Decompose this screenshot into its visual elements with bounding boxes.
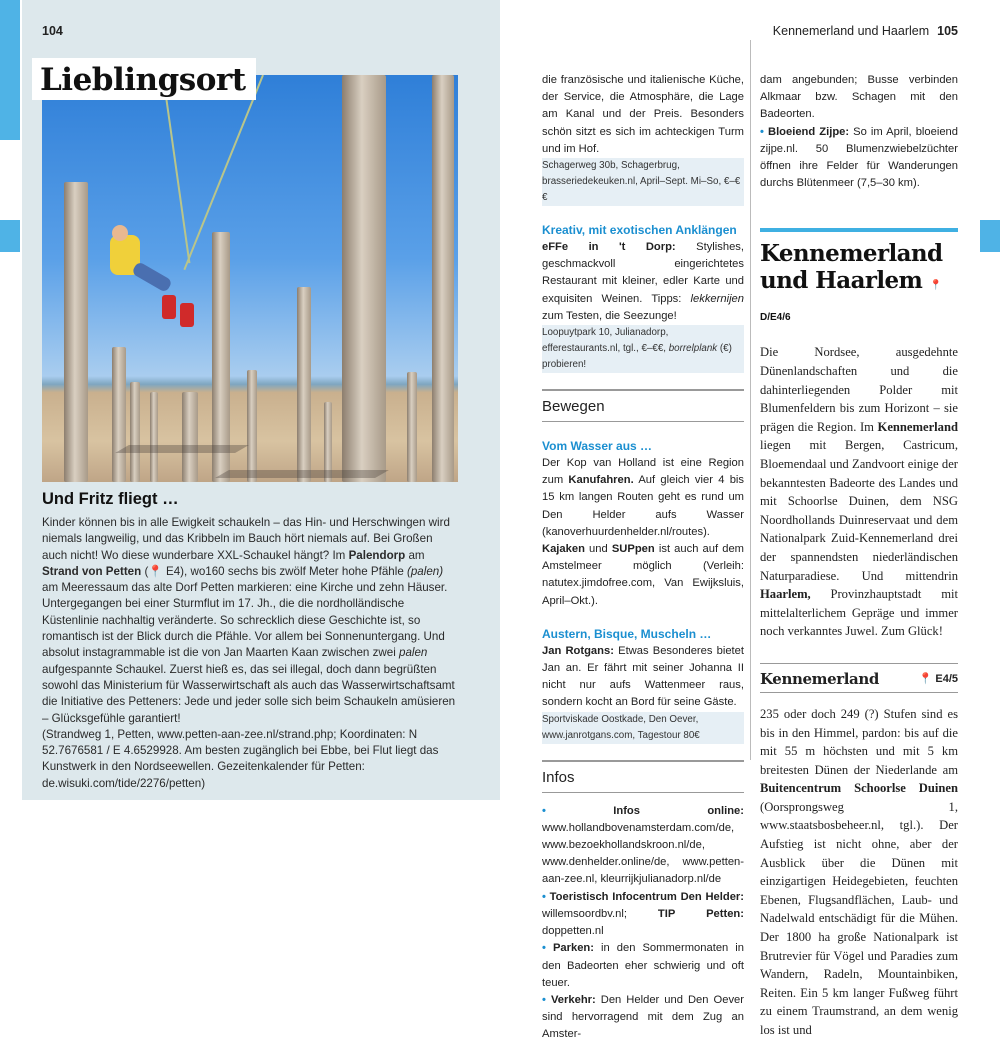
- bullet-icon: •: [760, 125, 768, 138]
- info-bullet: [760, 72, 958, 124]
- story-title: Und Fritz fliegt …: [42, 490, 179, 508]
- text-segment: dam angebunden; Busse verbinden Alkmaar bzw. Schagen mit den Badeorten.: [760, 74, 958, 121]
- text-segment: So im April, bloeiend zijpe.nl. 50 Blumenzwiebelzüchter öffnen ihre Felder für Wanderungen durchs Blütenmeer (7,5–30 km).: [760, 125, 959, 190]
- text-segment: Vom Wasser aus …: [542, 439, 653, 454]
- text-segment: Infos online:: [613, 804, 744, 817]
- running-head: [773, 24, 958, 38]
- text-segment: am Meeressaum das alte Dorf Petten markieren: eine Kirche und zehn Häuser. Untergegangen bei einer Sturmflut im 17. Jh., die die nordholländische Küstenlinie nachhaltig veränderte. So schrecklich diese Geschichte ist, so romantisch ist der Blick durch die Pfähle. Vor allem bei Sonnenuntergang. Und absolut instagrammable ist die von Jan Maarten Kaan zwischen zwei: [42, 581, 448, 660]
- right-column: [760, 72, 958, 1040]
- chapter-title-line: und Haarlem: [760, 267, 923, 295]
- text-segment: E4), wo160 sechs bis zwölf Meter hohe Pfähle: [162, 564, 407, 578]
- text-segment: Schagerweg 30b, Schagerbrug, brasseriedekeuken.nl, April–Sept. Mi–So, €–€€: [542, 160, 741, 204]
- text-segment: Die Nordsee, ausgedehnte Dünenlandschaften und die dahinterliegenden Polder mit Blumenfeldern bis zum Horizont – sie prägen die Region. Im: [760, 345, 958, 434]
- text-segment: Der Kop van Holland ist eine Region zum: [542, 457, 744, 487]
- text-segment: doppetten.nl: [542, 925, 604, 938]
- text-segment: ist auch auf dem Amstelmeer möglich (Verleih: natutex.jimdofree.com, Van Ewijksluis, April–Okt.).: [542, 543, 744, 607]
- section-title: Kennemerland: [760, 669, 879, 688]
- text-segment: Kennemerland: [877, 419, 958, 434]
- text-segment: Auf gleich vier 4 bis 15 km langen Routen geht es rund um Den Helder aufs Wasser (kanoverhuurdenhelder.nl/routes).: [542, 474, 744, 538]
- subheading: [542, 626, 744, 643]
- info-bullet: [542, 803, 744, 889]
- text-segment: Kajaken: [542, 543, 585, 556]
- text-segment: Buitencentrum Schoorlse Duinen: [760, 781, 958, 796]
- text-segment: (Strandweg 1, Petten, www.petten-aan-zee.nl/strand.php; Koordinaten: N 52.7676581 / E 4.6529928. Am besten zugänglich bei Ebbe, bei Flut liegt das Kunstwerk in den Nordseewellen. Gezeitenkalender für Petten: de.wisuki.com/tide/2276/petten): [42, 727, 439, 790]
- text-segment: Verkehr:: [550, 993, 596, 1006]
- text-segment: SUPpen: [611, 543, 655, 556]
- map-pin-icon: 📍: [929, 280, 943, 292]
- text-segment: Haarlem,: [760, 587, 811, 602]
- text-segment: Palendorp: [348, 548, 406, 562]
- text-segment: 235 oder doch 249 (?) Stufen sind es bis in den Himmel, pardon: bis auf die mit 55 m höchsten und mit 5 km breitesten Dünen der Niederlande am: [760, 706, 958, 777]
- paragraph: [542, 72, 744, 158]
- info-bullet: [760, 124, 958, 193]
- text-segment: Kanufahren.: [568, 474, 634, 487]
- bullet-icon: •: [542, 993, 551, 1006]
- address-line: [542, 158, 744, 206]
- text-segment: www.hollandbovenamsterdam.com/de, www.bezoekhollandskroon.nl/de, www.denhelder.online/de, www.petten-aan-zee.nl, kleurrijkjulianadorp.nl/de: [542, 821, 744, 886]
- address-line: [542, 325, 744, 373]
- text-segment: borrelplank: [668, 343, 718, 355]
- subheading: [542, 438, 744, 455]
- text-segment: Sportviskade Oostkade, Den Oever, www.janrotgans.com, Tagestour 80€: [542, 713, 700, 741]
- text-segment: Infos: [542, 768, 575, 786]
- subheading: [542, 222, 744, 239]
- address-line: [542, 712, 744, 744]
- chapter-rule: [760, 228, 958, 232]
- text-segment: Bloeiend Zijpe:: [767, 125, 850, 138]
- chapter-tab: [0, 0, 20, 140]
- text-segment: zum Testen, die Seezunge!: [542, 309, 677, 322]
- page-number-right: 105: [937, 24, 958, 38]
- text-segment: Parken:: [552, 942, 594, 955]
- info-bullet: [542, 889, 744, 941]
- page-number-left: 104: [42, 24, 63, 38]
- chapter-intro: [760, 343, 958, 641]
- column-divider: [750, 40, 751, 760]
- text-segment: (: [141, 564, 149, 578]
- text-segment: lekkernijen: [690, 292, 744, 305]
- bullet-icon: •: [542, 890, 550, 903]
- info-bullet: [542, 992, 744, 1044]
- running-head-title: Kennemerland und Haarlem: [772, 24, 930, 38]
- text-segment: Bewegen: [542, 398, 605, 416]
- bullet-icon: •: [542, 804, 614, 817]
- text-segment: Etwas Besonderes bietet Jan an. Er fährt mit seiner Johanna II nicht nur aufs Wattenmeer raus, sondern kocht an Bord für seine Gäste.: [542, 644, 744, 709]
- text-segment: Jan Rotgans:: [542, 644, 614, 657]
- text-segment: (palen): [407, 564, 444, 578]
- text-segment: palen: [399, 646, 428, 660]
- middle-column: [542, 72, 744, 1044]
- section-header: [542, 760, 744, 793]
- text-segment: Stylishes, geschmackvoll eingerichtetes Restaurant mit kleiner, edler Karte und exquisiten Weinen. Tipps:: [542, 241, 745, 305]
- section-text: [760, 705, 958, 1040]
- paragraph: [542, 455, 744, 610]
- chapter-map-ref: D/E4/6: [760, 312, 791, 324]
- photo-swing-petten: [42, 75, 458, 482]
- map-pin-icon: 📍: [918, 673, 933, 686]
- story-text: [42, 515, 460, 792]
- section-header: [542, 389, 744, 422]
- text-segment: (€) probieren!: [542, 343, 732, 371]
- chapter-tab: [980, 220, 1000, 252]
- text-segment: liegen mit Bergen, Castricum, Bloemendaal und Zandvoort einige der bekanntesten Badeorte des Landes und mit Schoorlse Duinen, dem NSG Noordhollands Duinreservaat und dem Nationalpark Zuid-Kennemerland drei der spannendsten niederländischen Naturparadiese. Und mittendrin: [760, 438, 958, 583]
- section-header: [760, 663, 958, 693]
- text-segment: Kinder können bis in alle Ewigkeit schaukeln – das Hin- und Herschwingen wird niemals langweilig, und das Kribbeln im Bauch hört niemals auf. Bei Großen auch nicht! Wo diese wunderbare XXL-Schaukel hängt? Im: [42, 516, 450, 562]
- text-segment: die französische und italienische Küche, der Service, die Atmosphäre, die Lage am Kanal und der Preis. Besonders schön sitzt es sich im achteckigen Turm und im Hof.: [542, 74, 744, 155]
- story-box: [42, 490, 460, 792]
- text-segment: aufgespannte Schaukel. Zuerst hieß es, das sei illegal, doch dann begrüßten sowohl das Ministerium für Wasserwirtschaft als auch das Wasserwirtschaftsamt die Initiative des Petteners: Jede und jeder solle sich beim Schaukeln amüsieren – Glücksgefühle garantiert!: [42, 662, 456, 725]
- text-segment: Kreativ, mit exotischen Anklängen: [542, 223, 737, 238]
- chapter-title: [760, 240, 958, 331]
- text-segment: eFFe in 't Dorp:: [542, 241, 676, 254]
- paragraph: [542, 643, 744, 712]
- bullet-icon: •: [542, 942, 553, 955]
- text-segment: Provinzhauptstadt mit mittelalterlichem Gepräge und immer noch verkanntes Juwel. Zum Glück!: [760, 587, 958, 639]
- text-segment: am: [405, 548, 425, 562]
- info-bullet: [542, 940, 744, 992]
- text-segment: und: [584, 543, 612, 556]
- text-segment: (Oorsprongsweg 1, www.staatsbosbeheer.nl, tgl.). Der Aufstieg ist nicht ohne, aber der Ausblick über die Dünen mit einzigartigen Heidegebieten, feuchten Ebenen, Flugsandflächen, Laub- und Nadelwald entschädigt für die Mühen. Der 1800 ha große Nationalpark ist Brutrevier für Vögel und Paradies zum Wandern, Radeln, Mountainbiken, Reiten. Ein 5 km langer Fußweg führt zu einem Traumstrand, an dem wenig los ist und: [760, 799, 958, 1038]
- text-segment: Den Helder und Den Oever sind hervorragend mit dem Zug an Amster-: [542, 993, 744, 1041]
- text-segment: Loopuytpark 10, Julianadorp, efferestaurants.nl, tgl., €–€€,: [542, 327, 669, 355]
- feature-title: Lieblingsort: [32, 58, 256, 100]
- text-segment: Strand von Petten: [42, 564, 142, 578]
- text-segment: TIP Petten:: [657, 907, 744, 920]
- text-segment: willemsoordbv.nl;: [542, 907, 658, 920]
- chapter-tab: [0, 220, 20, 252]
- text-segment: in den Sommermonaten in den Badeorten eher schwierig und oft teuer.: [542, 942, 744, 989]
- paragraph: [542, 239, 744, 325]
- chapter-title-line: Kennemerland: [760, 240, 943, 268]
- text-segment: Toeristisch Infocentrum Den Helder:: [549, 890, 745, 903]
- text-segment: Austern, Bisque, Muscheln …: [542, 626, 712, 641]
- section-map-ref: E4/5: [935, 673, 958, 686]
- text-segment: 📍: [148, 564, 163, 578]
